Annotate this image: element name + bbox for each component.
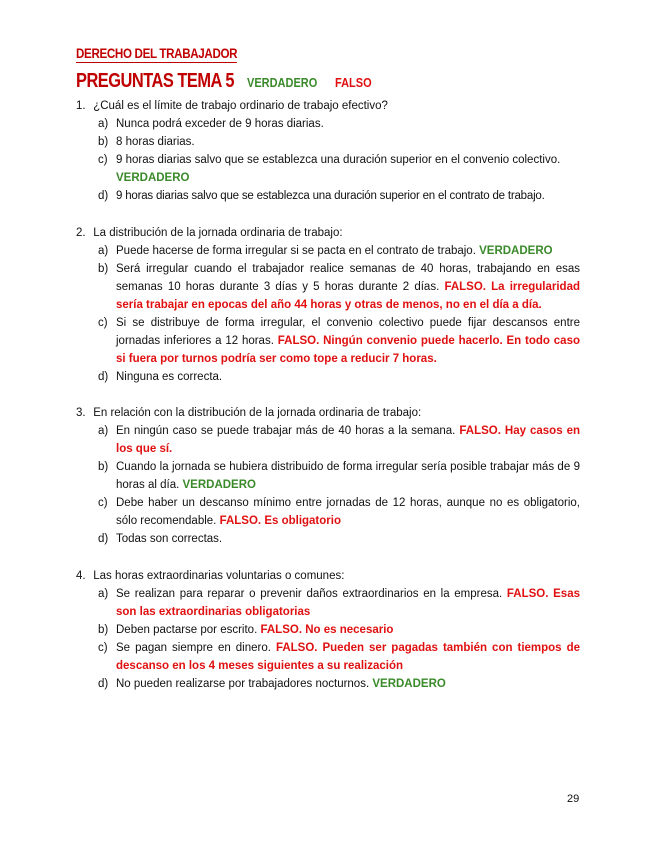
- option-2d: [98, 368, 580, 386]
- question-1: [76, 97, 586, 115]
- option-letter: c): [98, 642, 108, 654]
- verdict-note: Ningún convenio puede hacerlo. En todo caso si fuera por turnos podría ser como tope a reducir 7 horas.: [116, 335, 580, 365]
- option-4a: [98, 585, 580, 621]
- option-text: 8 horas diarias.: [116, 136, 195, 148]
- option-text: Si se distribuye de forma irregular, el convenio colectivo puede fijar descansos entre jornadas inferiores a 12 horas.: [116, 317, 580, 347]
- option-4b: [98, 621, 580, 639]
- option-2a: [98, 242, 580, 260]
- option-letter: a): [98, 118, 109, 130]
- verdict-true: VERDADERO: [372, 678, 446, 690]
- verdict-false: FALSO.: [444, 281, 486, 293]
- option-2c: [98, 314, 580, 368]
- option-text: 9 horas diarias salvo que se establezca una duración superior en el contrato de trabajo.: [116, 190, 545, 202]
- option-letter: d): [98, 533, 109, 545]
- option-text: Será irregular cuando el trabajador realice semanas de 40 horas, trabajando en esas semanas 10 horas durante 3 días y 5 horas durante 2 días.: [116, 263, 580, 293]
- subject-underline: [76, 62, 237, 63]
- subject-heading: [76, 46, 237, 61]
- verdict-note: Esas son las extraordinarias obligatorias: [116, 588, 580, 618]
- verdict-true: VERDADERO: [182, 479, 256, 491]
- verdict-note: Pueden ser pagadas también con tiempos de descanso en los 4 meses siguientes a su realización: [116, 642, 581, 672]
- option-letter: d): [98, 678, 109, 690]
- option-text: 9 horas diarias salvo que se establezca una duración superior en el convenio colectivo.: [116, 154, 561, 166]
- verdict-false: FALSO.: [260, 624, 303, 636]
- option-text: Se pagan siempre en dinero.: [116, 642, 271, 654]
- option-1d: [98, 187, 580, 205]
- option-4c: [98, 639, 580, 675]
- question-number: 3.: [76, 407, 86, 419]
- legend-false: FALSO: [335, 76, 373, 90]
- question-text: Las horas extraordinarias voluntarias o comunes:: [93, 570, 345, 582]
- option-2b: [98, 260, 580, 314]
- option-text: Todas son correctas.: [116, 533, 223, 545]
- option-letter: a): [98, 425, 109, 437]
- option-letter: d): [98, 190, 109, 202]
- verdict-note: La irregularidad sería trabajar en epocas del año 44 horas y otras de menos, no en el día a día.: [116, 281, 580, 311]
- page-title: PREGUNTAS TEMA 5: [76, 70, 234, 92]
- question-number: 1.: [76, 100, 86, 112]
- option-letter: c): [98, 154, 108, 166]
- question-number: 4.: [76, 570, 86, 582]
- option-letter: b): [98, 624, 109, 636]
- option-text: Deben pactarse por escrito.: [116, 624, 258, 636]
- verdict-note: Hay casos en los que sí.: [116, 425, 581, 455]
- option-text: Cuando la jornada se hubiera distribuido de forma irregular sería posible trabajar más de 9 horas al día.: [116, 461, 580, 491]
- option-4d: [98, 675, 580, 693]
- question-2: [76, 224, 586, 242]
- question-4: [76, 567, 586, 585]
- verdict-false: FALSO.: [277, 335, 320, 347]
- option-3a: [98, 422, 580, 458]
- option-3c: [98, 494, 580, 530]
- option-text: En ningún caso se puede trabajar más de 40 horas a la semana.: [116, 425, 456, 437]
- verdict-false: FALSO.: [219, 515, 262, 527]
- option-text: Debe haber un descanso mínimo entre jornadas de 12 horas, aunque no es obligatorio, sólo recomendable.: [116, 497, 580, 527]
- option-3b: [98, 458, 580, 494]
- question-text: En relación con la distribución de la jornada ordinaria de trabajo:: [93, 407, 422, 419]
- subject-text: DERECHO DEL TRABAJADOR: [76, 46, 238, 61]
- title-heading: [76, 70, 377, 93]
- option-letter: b): [98, 461, 109, 473]
- verdict-false: FALSO.: [459, 425, 501, 437]
- option-text: Puede hacerse de forma irregular si se pacta en el contrato de trabajo.: [116, 245, 476, 257]
- option-text: No pueden realizarse por trabajadores nocturnos.: [116, 678, 370, 690]
- verdict-false: FALSO.: [275, 642, 318, 654]
- verdict-note: Es obligatorio: [264, 515, 341, 527]
- option-text: Ninguna es correcta.: [116, 371, 223, 383]
- option-1b: [98, 133, 580, 151]
- verdict-false: FALSO.: [506, 588, 549, 600]
- option-1a: [98, 115, 580, 133]
- option-letter: a): [98, 245, 109, 257]
- verdict-note: No es necesario: [305, 624, 394, 636]
- page-number: 29: [567, 793, 580, 805]
- verdict-true: VERDADERO: [479, 245, 553, 257]
- option-text: Se realizan para reparar o prevenir daños extraordinarios en la empresa.: [116, 588, 503, 600]
- option-letter: b): [98, 136, 109, 148]
- option-1c: [98, 151, 580, 187]
- question-3: [76, 404, 586, 422]
- verdict-true: VERDADERO: [116, 172, 190, 184]
- option-3d: [98, 530, 580, 548]
- option-letter: c): [98, 497, 108, 509]
- option-text: Nunca podrá exceder de 9 horas diarias.: [116, 118, 324, 130]
- option-letter: c): [98, 317, 108, 329]
- question-number: 2.: [76, 227, 86, 239]
- option-letter: a): [98, 588, 109, 600]
- question-text: La distribución de la jornada ordinaria de trabajo:: [93, 227, 343, 239]
- question-text: ¿Cuál es el límite de trabajo ordinario de trabajo efectivo?: [93, 100, 388, 112]
- legend-true: VERDADERO: [247, 76, 318, 90]
- option-letter: d): [98, 371, 109, 383]
- option-letter: b): [98, 263, 109, 275]
